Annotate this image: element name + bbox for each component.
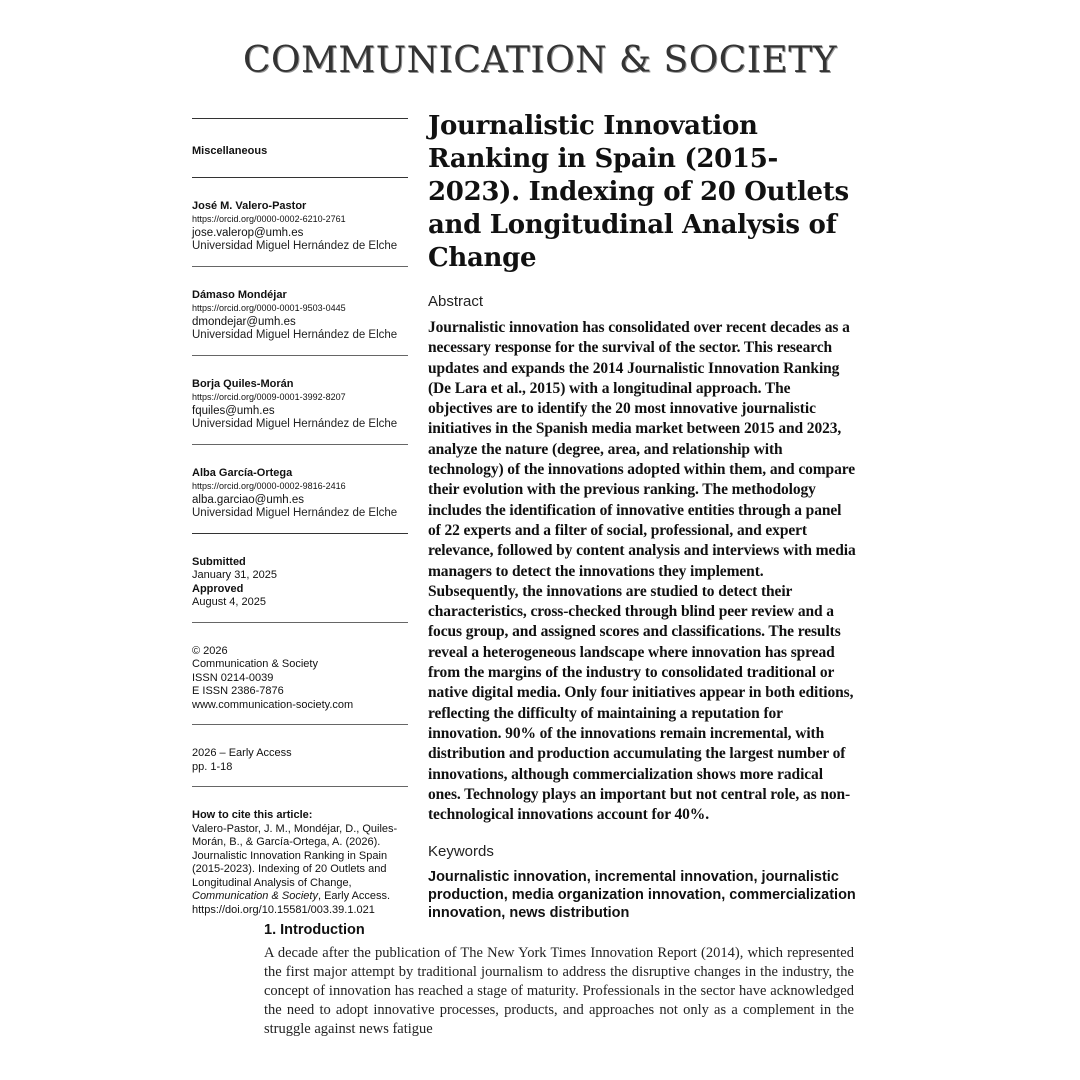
author-orcid-link[interactable]: https://orcid.org/0009-0001-3992-8207 [192, 392, 346, 402]
pages: pp. 1-18 [192, 760, 233, 773]
author-affiliation: Universidad Miguel Hernández de Elche [192, 507, 398, 519]
journal-masthead: COMMUNICATION & SOCIETY [242, 40, 838, 81]
abstract-heading: Abstract [428, 293, 484, 310]
citation-tail: , Early Access. [317, 890, 391, 902]
abstract-text: Journalistic innovation has consolidated over recent decades as a necessary response for the survival of the sector. This research updates and expands the 2014 Journalistic Innovation Ranking (De Lara et al., 2015) with a longitudinal approach. The objectives are to identify the 20 most innovative journalistic initiatives in the Spanish media market between 2015 and 2023, analyze the nature (degree, area, and relationship with technology) of the innovations adopted within them, and compare their evolution with the previous ranking. The methodology includes the identification of innovative entities through a panel of 22 experts and a filter of social, professional, and expert relevance, followed by content analysis and interviews with media managers to detect the innovations they implement. Subsequently, the innovations are studied to detect their characteristics, cross-checked through blind peer review and a focus group, and assigned scores and classifications. The results reveal a heterogeneous landscape where innovation has spread from the margins of the industry to consolidated traditional or native digital media. Only four initiatives appear in both editions, reflecting the difficulty of maintaining a reputation for innovation. 90% of the innovations remain incremental, with distribution and production accumulating the largest number of innovations, although commercialization shows more radical ones. Technology plays an important but not central role, as non-technological innovations account for 40%. [428, 319, 856, 824]
copyright: © 2026 [192, 644, 228, 657]
keywords-heading: Keywords [428, 843, 494, 861]
author-email-link[interactable]: dmondejar@umh.es [192, 315, 296, 328]
author-email-link[interactable]: fquiles@umh.es [192, 404, 275, 417]
volume: 2026 – Early Access [192, 747, 292, 759]
citation-doi-link[interactable]: https://doi.org/10.15581/003.39.1.021 [192, 903, 375, 916]
introduction-section [264, 922, 854, 1039]
author-orcid-link[interactable]: https://orcid.org/0000-0001-9503-0445 [192, 303, 346, 313]
publisher: Communication & Society [192, 658, 318, 670]
submitted-label: Submitted [192, 555, 246, 568]
approved-label: Approved [192, 582, 244, 595]
author-name: Dámaso Mondéjar [192, 288, 287, 301]
author-affiliation: Universidad Miguel Hernández de Elche [192, 418, 398, 430]
website-link[interactable]: www.communication-society.com [192, 698, 354, 711]
author-block [192, 355, 408, 444]
author-email-link[interactable]: alba.garciao@umh.es [192, 493, 305, 506]
dates-block [192, 533, 408, 622]
author-affiliation: Universidad Miguel Hernández de Elche [192, 240, 398, 252]
section-type-block [192, 118, 408, 177]
author-affiliation: Universidad Miguel Hernández de Elche [192, 329, 398, 341]
author-block [192, 266, 408, 355]
intro-heading: 1. Introduction [264, 922, 365, 938]
section-type: Miscellaneous [192, 145, 268, 157]
citation-text [192, 823, 408, 904]
author-block [192, 444, 408, 533]
author-name: Borja Quiles-Morán [192, 377, 294, 390]
approved-date: August 4, 2025 [192, 596, 267, 608]
issue-block [192, 724, 408, 786]
citation-block [192, 786, 408, 929]
citation-body: Valero-Pastor, J. M., Mondéjar, D., Quiles-Morán, B., & García-Ortega, A. (2026). Journalistic Innovation Ranking in Spain (2015-2023). Indexing of 20 Outlets and Longitudinal Analysis of Change, [192, 822, 398, 889]
author-name: Alba García-Ortega [192, 466, 293, 479]
citation-journal: Communication & Society [192, 890, 318, 902]
intro-paragraph: A decade after the publication of The New York Times Innovation Report (2014), which represented the first major attempt by traditional journalism to address the disruptive changes in the industry, the concept of innovation has reached a stage of maturity. Professionals in the sector have acknowledged the need to adopt innovative processes, products, and approaches not only as a complement in the struggle against news fatigue [264, 945, 854, 1037]
submitted-date: January 31, 2025 [192, 569, 278, 581]
keywords-text: Journalistic innovation, incremental innovation, journalistic production, media organization innovation, commercialization innovation, news distribution [428, 869, 856, 922]
issn: ISSN 0214-0039 [192, 671, 274, 684]
article-sidebar [192, 118, 408, 929]
publication-block [192, 622, 408, 725]
eissn: E ISSN 2386-7876 [192, 685, 284, 697]
article-main [428, 110, 856, 922]
author-orcid-link[interactable]: https://orcid.org/0000-0002-6210-2761 [192, 214, 346, 224]
citation-label: How to cite this article: [192, 809, 313, 821]
author-name: José M. Valero-Pastor [192, 199, 307, 212]
author-email-link[interactable]: jose.valerop@umh.es [192, 226, 304, 239]
article-title: Journalistic Innovation Ranking in Spain (2015-2023). Indexing of 20 Outlets and Longitudinal Analysis of Change [428, 111, 849, 273]
author-orcid-link[interactable]: https://orcid.org/0000-0002-9816-2416 [192, 481, 346, 491]
author-block [192, 177, 408, 266]
